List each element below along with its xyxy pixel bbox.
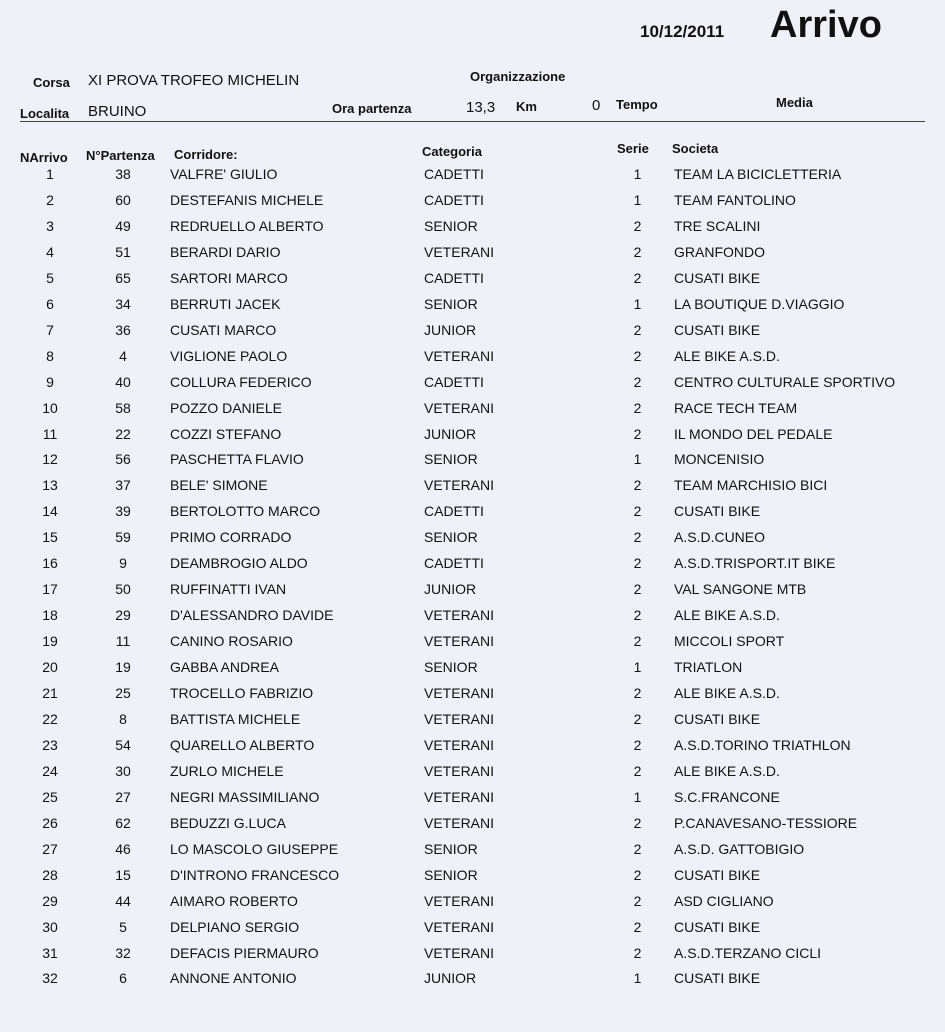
partenza-cell: 19 (115, 659, 131, 676)
partenza-cell: 65 (115, 269, 131, 286)
arrivo-cell: 8 (46, 347, 54, 364)
corridore-cell: REDRUELLO ALBERTO (170, 217, 324, 234)
serie-cell: 2 (633, 529, 642, 546)
partenza-cell: 5 (119, 918, 127, 935)
corridore-cell: CUSATI MARCO (170, 321, 277, 338)
arrivo-cell: 32 (42, 970, 58, 987)
societa-cell: ALE BIKE A.S.D. (674, 762, 780, 779)
societa-cell: TEAM LA BICICLETTERIA (674, 166, 842, 182)
societa-cell: CENTRO CULTURALE SPORTIVO (674, 373, 896, 390)
arrivo-cell: 22 (42, 710, 58, 727)
col-serie: Serie (617, 141, 649, 156)
arrivo-cell: 24 (42, 762, 58, 779)
corridore-cell: AIMARO ROBERTO (170, 892, 298, 909)
serie-cell: 2 (633, 503, 642, 520)
serie-cell: 2 (633, 321, 642, 338)
categoria-cell: JUNIOR (424, 970, 477, 987)
categoria-cell: VETERANI (424, 347, 495, 364)
categoria-cell: VETERANI (424, 892, 495, 909)
societa-cell: VAL SANGONE MTB (674, 581, 807, 598)
arrivo-cell: 23 (42, 736, 58, 753)
col-narrivo: NArrivo (20, 150, 68, 165)
categoria-cell: VETERANI (424, 814, 495, 831)
partenza-cell: 32 (115, 944, 131, 961)
partenza-cell: 58 (115, 399, 131, 416)
corridore-cell: DESTEFANIS MICHELE (170, 191, 324, 208)
arrivo-cell: 10 (42, 399, 58, 416)
partenza-cell: 51 (115, 243, 131, 260)
categoria-cell: VETERANI (424, 918, 495, 935)
corridore-cell: POZZO DANIELE (170, 399, 283, 416)
table-row (0, 348, 945, 370)
partenza-cell: 11 (115, 633, 131, 650)
partenza-cell: 60 (115, 191, 131, 208)
table-row (0, 503, 945, 525)
partenza-cell: 56 (115, 451, 131, 468)
ora-partenza-label: Ora partenza (332, 101, 412, 116)
societa-cell: MONCENISIO (674, 451, 765, 468)
categoria-cell: VETERANI (424, 788, 495, 805)
corridore-cell: CANINO ROSARIO (170, 633, 293, 650)
serie-cell: 1 (633, 788, 642, 805)
societa-cell: A.S.D.TORINO TRIATHLON (674, 736, 851, 753)
arrivo-cell: 3 (46, 217, 54, 234)
societa-cell: TRE SCALINI (674, 217, 761, 234)
table-row (0, 166, 945, 188)
serie-cell: 2 (633, 866, 642, 883)
categoria-cell: CADETTI (424, 503, 484, 520)
localita-value: BRUINO (88, 103, 147, 120)
arrivo-cell: 28 (42, 866, 58, 883)
partenza-cell: 54 (115, 736, 131, 753)
societa-cell: IL MONDO DEL PEDALE (674, 425, 833, 442)
col-societa: Societa (672, 141, 719, 156)
categoria-cell: VETERANI (424, 477, 495, 494)
arrivo-cell: 1 (46, 166, 54, 182)
corridore-cell: DELPIANO SERGIO (170, 918, 300, 935)
categoria-cell: SENIOR (424, 295, 478, 312)
partenza-cell: 25 (115, 685, 131, 701)
partenza-cell: 6 (119, 970, 127, 987)
societa-cell: CUSATI BIKE (674, 918, 761, 935)
categoria-cell: SENIOR (424, 840, 478, 857)
societa-cell: CUSATI BIKE (674, 710, 761, 727)
serie-cell: 1 (633, 659, 642, 676)
categoria-cell: JUNIOR (424, 581, 477, 598)
corsa-value: XI PROVA TROFEO MICHELIN (88, 72, 300, 89)
col-corridore: Corridore: (174, 147, 238, 162)
serie-cell: 2 (633, 243, 642, 260)
societa-cell: CUSATI BIKE (674, 321, 761, 338)
organizzazione-label: Organizzazione (470, 69, 566, 84)
societa-cell: RACE TECH TEAM (674, 399, 798, 416)
categoria-cell: CADETTI (424, 191, 484, 208)
corridore-cell: BEDUZZI G.LUCA (170, 814, 286, 831)
corridore-cell: COZZI STEFANO (170, 425, 282, 442)
societa-cell: CUSATI BIKE (674, 866, 761, 883)
km-label: Km (516, 99, 537, 114)
societa-cell: TEAM MARCHISIO BICI (674, 477, 828, 494)
partenza-cell: 22 (115, 425, 131, 442)
col-npartenza: N°Partenza (86, 148, 155, 163)
zero-value: 0 (592, 97, 601, 114)
report-date: 10/12/2011 (640, 22, 725, 41)
arrivo-cell: 2 (46, 191, 54, 208)
partenza-cell: 15 (115, 866, 131, 883)
table-row (0, 789, 945, 811)
serie-cell: 2 (633, 736, 642, 753)
partenza-cell: 50 (115, 581, 131, 598)
corridore-cell: GABBA ANDREA (170, 659, 279, 676)
serie-cell: 1 (633, 166, 642, 182)
corridore-cell: DEAMBROGIO ALDO (170, 555, 308, 572)
arrivo-cell: 27 (42, 840, 58, 857)
arrivo-cell: 4 (46, 243, 54, 260)
table-row (0, 529, 945, 551)
serie-cell: 2 (633, 607, 642, 624)
arrivo-cell: 15 (42, 529, 58, 546)
categoria-cell: VETERANI (424, 399, 495, 416)
societa-cell: A.S.D. GATTOBIGIO (674, 840, 805, 857)
categoria-cell: SENIOR (424, 217, 478, 234)
table-row (0, 893, 945, 915)
corridore-cell: ZURLO MICHELE (170, 762, 284, 779)
serie-cell: 2 (633, 399, 642, 416)
societa-cell: A.S.D.TRISPORT.IT BIKE (674, 555, 836, 572)
arrivo-cell: 31 (42, 944, 58, 961)
arrivo-cell: 26 (42, 814, 58, 831)
corridore-cell: BERTOLOTTO MARCO (170, 503, 321, 520)
corridore-cell: RUFFINATTI IVAN (170, 581, 287, 598)
serie-cell: 1 (633, 970, 642, 987)
serie-cell: 2 (633, 944, 642, 961)
societa-cell: ALE BIKE A.S.D. (674, 607, 780, 624)
categoria-cell: VETERANI (424, 243, 495, 260)
partenza-cell: 4 (119, 347, 127, 364)
corridore-cell: D'INTRONO FRANCESCO (170, 866, 340, 883)
serie-cell: 2 (633, 347, 642, 364)
arrivo-cell: 30 (42, 918, 58, 935)
partenza-cell: 46 (115, 840, 131, 857)
corridore-cell: PRIMO CORRADO (170, 529, 292, 546)
corridore-cell: VIGLIONE PAOLO (170, 347, 288, 364)
societa-cell: A.S.D.CUNEO (674, 529, 766, 546)
corridore-cell: BELE' SIMONE (170, 477, 268, 494)
serie-cell: 2 (633, 581, 642, 598)
corridore-cell: DEFACIS PIERMAURO (170, 944, 319, 961)
table-row (0, 815, 945, 837)
partenza-cell: 44 (115, 892, 131, 909)
societa-cell: P.CANAVESANO-TESSIORE (674, 814, 858, 831)
categoria-cell: SENIOR (424, 866, 478, 883)
corridore-cell: QUARELLO ALBERTO (170, 736, 315, 753)
societa-cell: ALE BIKE A.S.D. (674, 685, 780, 701)
categoria-cell: JUNIOR (424, 321, 477, 338)
categoria-cell: CADETTI (424, 373, 484, 390)
corsa-label: Corsa (33, 75, 70, 90)
arrivo-cell: 19 (42, 633, 58, 650)
table-row (0, 400, 945, 422)
serie-cell: 2 (633, 762, 642, 779)
corridore-cell: BERARDI DARIO (170, 243, 281, 260)
categoria-cell: CADETTI (424, 269, 484, 286)
serie-cell: 2 (633, 840, 642, 857)
page-title: Arrivo (770, 4, 882, 46)
col-categoria: Categoria (422, 144, 482, 159)
serie-cell: 2 (633, 269, 642, 286)
serie-cell: 2 (633, 555, 642, 572)
arrivo-cell: 14 (42, 503, 58, 520)
partenza-cell: 59 (115, 529, 131, 546)
societa-cell: TEAM FANTOLINO (674, 191, 796, 208)
serie-cell: 1 (633, 295, 642, 312)
corridore-cell: BATTISTA MICHELE (170, 710, 301, 727)
table-row (0, 270, 945, 292)
media-label: Media (776, 95, 813, 110)
corridore-cell: VALFRE' GIULIO (170, 166, 278, 182)
societa-cell: GRANFONDO (674, 243, 765, 260)
table-row (0, 374, 945, 396)
localita-label: Localita (20, 106, 70, 121)
categoria-cell: VETERANI (424, 633, 495, 650)
arrivo-cell: 11 (42, 425, 58, 442)
categoria-cell: JUNIOR (424, 425, 477, 442)
arrivo-cell: 9 (46, 373, 54, 390)
partenza-cell: 37 (115, 477, 131, 494)
corridore-cell: BERRUTI JACEK (170, 295, 281, 312)
serie-cell: 2 (633, 892, 642, 909)
corridore-cell: LO MASCOLO GIUSEPPE (170, 840, 339, 857)
arrivo-cell: 29 (42, 892, 58, 909)
corridore-cell: D'ALESSANDRO DAVIDE (170, 607, 334, 624)
serie-cell: 2 (633, 217, 642, 234)
societa-cell: CUSATI BIKE (674, 970, 761, 987)
partenza-cell: 27 (115, 788, 131, 805)
partenza-cell: 29 (115, 607, 131, 624)
table-row (0, 581, 945, 603)
categoria-cell: VETERANI (424, 607, 495, 624)
categoria-cell: CADETTI (424, 555, 484, 572)
table-row (0, 426, 945, 448)
table-row (0, 737, 945, 759)
partenza-cell: 34 (115, 295, 131, 312)
categoria-cell: VETERANI (424, 762, 495, 779)
table-row (0, 711, 945, 733)
societa-cell: ALE BIKE A.S.D. (674, 347, 780, 364)
partenza-cell: 49 (115, 217, 131, 234)
partenza-cell: 36 (115, 321, 131, 338)
societa-cell: LA BOUTIQUE D.VIAGGIO (674, 295, 845, 312)
partenza-cell: 8 (119, 710, 127, 727)
header-divider (20, 121, 925, 122)
serie-cell: 2 (633, 685, 642, 701)
table-row (0, 218, 945, 240)
arrivo-cell: 18 (42, 607, 58, 624)
tempo-label: Tempo (616, 97, 658, 112)
arrivo-cell: 7 (46, 321, 54, 338)
corridore-cell: COLLURA FEDERICO (170, 373, 312, 390)
categoria-cell: SENIOR (424, 659, 478, 676)
societa-cell: CUSATI BIKE (674, 503, 761, 520)
partenza-cell: 9 (119, 555, 127, 572)
arrivo-cell: 16 (42, 555, 58, 572)
table-row (0, 192, 945, 214)
table-row (0, 322, 945, 344)
arrivo-cell: 20 (42, 659, 58, 676)
serie-cell: 2 (633, 710, 642, 727)
table-row (0, 685, 945, 707)
serie-cell: 2 (633, 477, 642, 494)
table-row (0, 945, 945, 967)
partenza-cell: 30 (115, 762, 131, 779)
table-row (0, 607, 945, 629)
serie-cell: 2 (633, 373, 642, 390)
corridore-cell: TROCELLO FABRIZIO (170, 685, 314, 701)
partenza-cell: 39 (115, 503, 131, 520)
corridore-cell: NEGRI MASSIMILIANO (170, 788, 320, 805)
serie-cell: 2 (633, 425, 642, 442)
table-row (0, 763, 945, 785)
serie-cell: 2 (633, 814, 642, 831)
arrivo-cell: 12 (42, 451, 58, 468)
categoria-cell: SENIOR (424, 451, 478, 468)
partenza-cell: 40 (115, 373, 131, 390)
categoria-cell: VETERANI (424, 944, 495, 961)
arrivo-cell: 25 (42, 788, 58, 805)
societa-cell: A.S.D.TERZANO CICLI (674, 944, 822, 961)
table-row (0, 555, 945, 577)
societa-cell: S.C.FRANCONE (674, 788, 780, 805)
serie-cell: 1 (633, 191, 642, 208)
categoria-cell: SENIOR (424, 529, 478, 546)
partenza-cell: 62 (115, 814, 131, 831)
arrivo-cell: 13 (42, 477, 58, 494)
categoria-cell: VETERANI (424, 685, 495, 701)
table-row (0, 477, 945, 499)
table-row (0, 867, 945, 889)
corridore-cell: PASCHETTA FLAVIO (170, 451, 304, 468)
arrivo-cell: 17 (42, 581, 58, 598)
societa-cell: CUSATI BIKE (674, 269, 761, 286)
table-row (0, 841, 945, 863)
categoria-cell: VETERANI (424, 736, 495, 753)
societa-cell: MICCOLI SPORT (674, 633, 785, 650)
table-row (0, 633, 945, 655)
table-row (0, 970, 945, 992)
table-row (0, 919, 945, 941)
table-row (0, 451, 945, 473)
serie-cell: 1 (633, 451, 642, 468)
partenza-cell: 38 (115, 166, 131, 182)
arrivo-cell: 21 (42, 685, 58, 701)
categoria-cell: VETERANI (424, 710, 495, 727)
corridore-cell: SARTORI MARCO (170, 269, 288, 286)
arrivo-cell: 5 (46, 269, 54, 286)
table-row (0, 659, 945, 681)
societa-cell: TRIATLON (674, 659, 743, 676)
arrivo-cell: 6 (46, 295, 54, 312)
serie-cell: 2 (633, 918, 642, 935)
table-row (0, 244, 945, 266)
distance-value: 13,3 (466, 99, 496, 116)
table-row (0, 296, 945, 318)
societa-cell: ASD CIGLIANO (674, 892, 774, 909)
corridore-cell: ANNONE ANTONIO (170, 970, 297, 987)
categoria-cell: CADETTI (424, 166, 484, 182)
serie-cell: 2 (633, 633, 642, 650)
